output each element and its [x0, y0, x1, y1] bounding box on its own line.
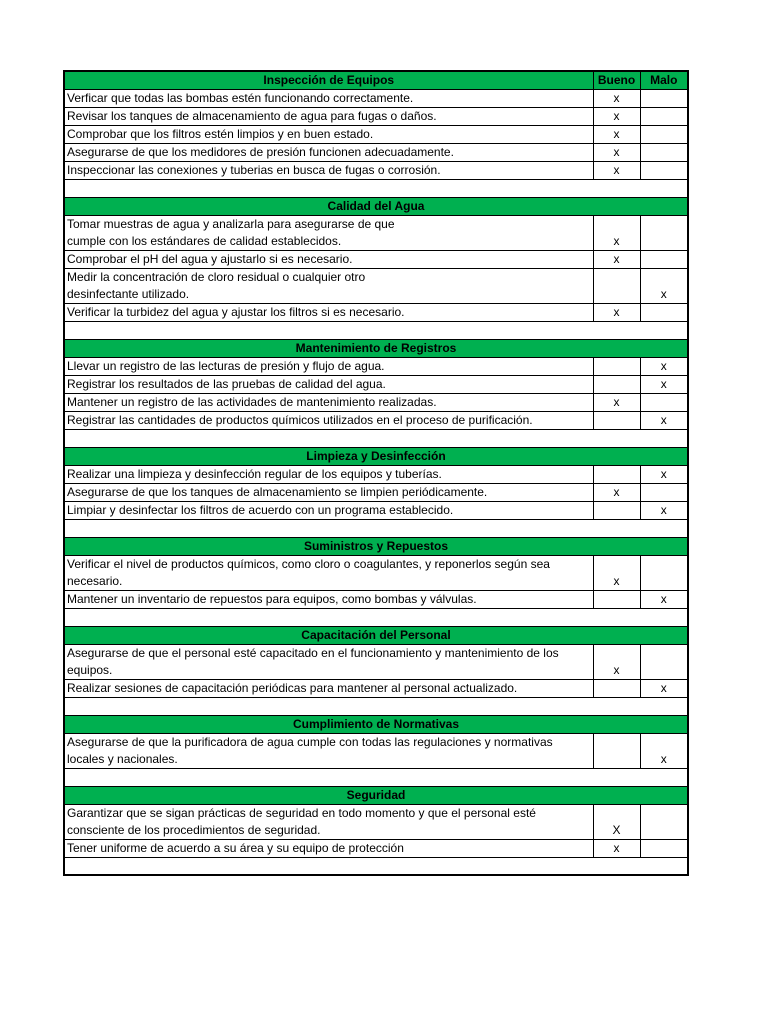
- item-text: Asegurarse de que los tanques de almacenamiento se limpien periódicamente.: [64, 484, 593, 502]
- good-mark: [593, 358, 640, 376]
- checklist-row: [64, 394, 688, 412]
- item-text: Garantizar que se sigan prácticas de seguridad en todo momento y que el personal esté consciente de los procedimientos de seguridad.: [64, 805, 593, 840]
- good-mark: x: [593, 840, 640, 858]
- spacer-row: [64, 430, 688, 448]
- checklist-row: [64, 680, 688, 698]
- good-mark: x: [593, 108, 640, 126]
- good-mark: x: [593, 556, 640, 591]
- item-text: Comprobar que los filtros estén limpios y en buen estado.: [64, 126, 593, 144]
- good-mark: [593, 466, 640, 484]
- item-text: Inspeccionar las conexiones y tuberias en busca de fugas o corrosión.: [64, 162, 593, 180]
- good-mark: x: [593, 645, 640, 680]
- section-title: Inspección de Equipos: [64, 71, 593, 90]
- bad-mark: [640, 216, 688, 251]
- item-text: Asegurarse de que los medidores de presión funcionen adecuadamente.: [64, 144, 593, 162]
- section-title: Calidad del Agua: [64, 198, 688, 216]
- good-mark: x: [593, 144, 640, 162]
- checklist-row: [64, 805, 688, 840]
- checklist-row: [64, 484, 688, 502]
- good-mark: [593, 591, 640, 609]
- bad-mark: [640, 556, 688, 591]
- checklist-row: [64, 90, 688, 108]
- section-header-row: [64, 71, 688, 90]
- good-mark: [593, 680, 640, 698]
- spacer-row: [64, 858, 688, 876]
- item-text: Medir la concentración de cloro residual o cualquier otro desinfectante utilizado.: [64, 269, 593, 304]
- good-mark: X: [593, 805, 640, 840]
- checklist-row: [64, 126, 688, 144]
- bad-mark: x: [640, 680, 688, 698]
- checklist-row: [64, 269, 688, 304]
- checklist-row: [64, 556, 688, 591]
- bad-mark: x: [640, 358, 688, 376]
- good-mark: x: [593, 126, 640, 144]
- checklist-row: [64, 108, 688, 126]
- bad-mark: [640, 126, 688, 144]
- section-header-row: [64, 448, 688, 466]
- section-title: Limpieza y Desinfección: [64, 448, 688, 466]
- bad-mark: [640, 394, 688, 412]
- item-text: Comprobar el pH del agua y ajustarlo si es necesario.: [64, 251, 593, 269]
- bad-mark: x: [640, 466, 688, 484]
- section-header-row: [64, 538, 688, 556]
- item-text: Limpiar y desinfectar los filtros de acuerdo con un programa establecido.: [64, 502, 593, 520]
- column-header-bad: Malo: [640, 71, 688, 90]
- spacer-cell: [64, 769, 688, 787]
- item-text: Registrar las cantidades de productos químicos utilizados en el proceso de purificación.: [64, 412, 593, 430]
- good-mark: [593, 269, 640, 304]
- item-text: Realizar una limpieza y desinfección regular de los equipos y tuberías.: [64, 466, 593, 484]
- section-title: Seguridad: [64, 787, 688, 805]
- good-mark: x: [593, 484, 640, 502]
- good-mark: x: [593, 162, 640, 180]
- good-mark: x: [593, 90, 640, 108]
- spacer-cell: [64, 180, 688, 198]
- bad-mark: [640, 108, 688, 126]
- section-title: Mantenimiento de Registros: [64, 340, 688, 358]
- checklist-row: [64, 162, 688, 180]
- spacer-row: [64, 609, 688, 627]
- spacer-cell: [64, 430, 688, 448]
- section-title: Capacitación del Personal: [64, 627, 688, 645]
- checklist-row: [64, 412, 688, 430]
- item-text: Tener uniforme de acuerdo a su área y su equipo de protección: [64, 840, 593, 858]
- column-header-good: Bueno: [593, 71, 640, 90]
- item-text: Llevar un registro de las lecturas de presión y flujo de agua.: [64, 358, 593, 376]
- item-text: Tomar muestras de agua y analizarla para asegurarse de que cumple con los estándares de calidad establecidos.: [64, 216, 593, 251]
- item-text: Mantener un registro de las actividades de mantenimiento realizadas.: [64, 394, 593, 412]
- bad-mark: [640, 304, 688, 322]
- checklist-table: [63, 70, 689, 876]
- bad-mark: [640, 840, 688, 858]
- section-title: Suministros y Repuestos: [64, 538, 688, 556]
- checklist-row: [64, 734, 688, 769]
- good-mark: [593, 412, 640, 430]
- checklist-row: [64, 645, 688, 680]
- item-text: Asegurarse de que la purificadora de agua cumple con todas las regulaciones y normativas locales y nacionales.: [64, 734, 593, 769]
- section-header-row: [64, 198, 688, 216]
- good-mark: [593, 734, 640, 769]
- checklist-row: [64, 591, 688, 609]
- item-text: Registrar los resultados de las pruebas de calidad del agua.: [64, 376, 593, 394]
- checklist-row: [64, 840, 688, 858]
- good-mark: x: [593, 251, 640, 269]
- checklist-row: [64, 251, 688, 269]
- section-header-row: [64, 787, 688, 805]
- checklist-row: [64, 466, 688, 484]
- section-header-row: [64, 340, 688, 358]
- section-header-row: [64, 627, 688, 645]
- item-text: Asegurarse de que el personal esté capacitado en el funcionamiento y mantenimiento de los equipos.: [64, 645, 593, 680]
- item-text: Verificar el nivel de productos químicos, como cloro o coagulantes, y reponerlos según sea necesario.: [64, 556, 593, 591]
- spacer-row: [64, 180, 688, 198]
- bad-mark: [640, 144, 688, 162]
- spacer-row: [64, 322, 688, 340]
- bad-mark: x: [640, 591, 688, 609]
- section-header-row: [64, 716, 688, 734]
- bad-mark: x: [640, 412, 688, 430]
- bad-mark: x: [640, 269, 688, 304]
- checklist-row: [64, 304, 688, 322]
- spacer-cell: [64, 520, 688, 538]
- bad-mark: x: [640, 376, 688, 394]
- item-text: Verificar la turbidez del agua y ajustar los filtros si es necesario.: [64, 304, 593, 322]
- spacer-cell: [64, 609, 688, 627]
- bad-mark: [640, 162, 688, 180]
- item-text: Realizar sesiones de capacitación periódicas para mantener al personal actualizado.: [64, 680, 593, 698]
- item-text: Revisar los tanques de almacenamiento de agua para fugas o daños.: [64, 108, 593, 126]
- checklist-row: [64, 376, 688, 394]
- good-mark: [593, 376, 640, 394]
- spacer-cell: [64, 322, 688, 340]
- good-mark: x: [593, 304, 640, 322]
- good-mark: x: [593, 394, 640, 412]
- spacer-row: [64, 769, 688, 787]
- bad-mark: [640, 251, 688, 269]
- checklist-row: [64, 144, 688, 162]
- good-mark: [593, 502, 640, 520]
- spacer-cell: [64, 698, 688, 716]
- bad-mark: x: [640, 502, 688, 520]
- bad-mark: [640, 90, 688, 108]
- checklist-row: [64, 216, 688, 251]
- good-mark: x: [593, 216, 640, 251]
- bad-mark: [640, 805, 688, 840]
- bad-mark: x: [640, 734, 688, 769]
- item-text: Mantener un inventario de repuestos para equipos, como bombas y válvulas.: [64, 591, 593, 609]
- checklist-row: [64, 502, 688, 520]
- spacer-row: [64, 698, 688, 716]
- spacer-cell: [64, 858, 688, 876]
- checklist-row: [64, 358, 688, 376]
- bad-mark: [640, 645, 688, 680]
- spacer-row: [64, 520, 688, 538]
- item-text: Verficar que todas las bombas estén funcionando correctamente.: [64, 90, 593, 108]
- bad-mark: [640, 484, 688, 502]
- section-title: Cumplimiento de Normativas: [64, 716, 688, 734]
